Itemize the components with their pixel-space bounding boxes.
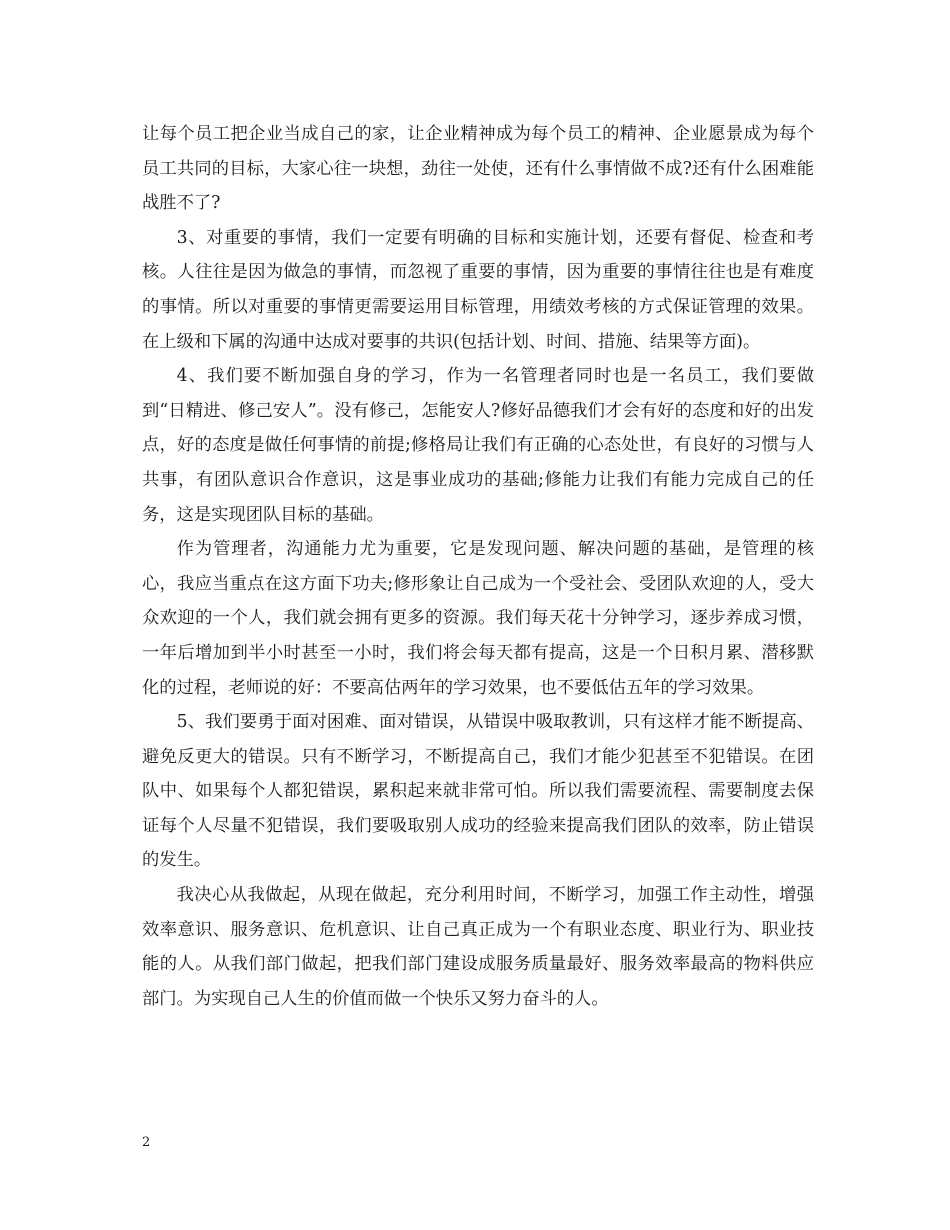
paragraph-resolution: 我决心从我做起，从现在做起，充分利用时间，不断学习，加强工作主动性，增强效率意识、服务意识、危机意识、让自己真正成为一个有职业态度、职业行为、职业技能的人。从我们部门做起，把我们部门建设成服务质量最好、服务效率最高的物料供应部门。为实现自己人生的价值而做一个快乐又努力奋斗的人。 xyxy=(142,885,814,1009)
page-number: 2 xyxy=(142,1135,151,1150)
paragraph-point-3: 3、对重要的事情，我们一定要有明确的目标和实施计划，还要有督促、检查和考核。人往往是因为做急的事情，而忽视了重要的事情，因为重要的事情往往也是有难度的事情。所以对重要的事情更需要运用目标管理，用绩效考核的方式保证管理的效果。在上级和下属的沟通中达成对要事的共识(包括计划、时间、措施、结果等方面)。 xyxy=(142,227,814,352)
document-body xyxy=(142,117,814,1016)
paragraph-point-5: 5、我们要勇于面对困难、面对错误，从错误中吸取教训，只有这样才能不断提高、避免反更大的错误。只有不断学习，不断提高自己，我们才能少犯甚至不犯错误。在团队中、如果每个人都犯错误，累积起来就非常可怕。所以我们需要流程、需要制度去保证每个人尽量不犯错误，我们要吸取别人成功的经验来提高我们团队的效率，防止错误的发生。 xyxy=(142,712,814,871)
paragraph-point-4: 4、我们要不断加强自身的学习，作为一名管理者同时也是一名员工，我们要做到“日精进、修己安人”。没有修己，怎能安人?修好品德我们才会有好的态度和好的出发点，好的态度是做任何事情的前提;修格局让我们有正确的心态处世，有良好的习惯与人共事，有团队意识合作意识，这是事业成功的基础;修能力让我们有能力完成自己的任务，这是实现团队目标的基础。 xyxy=(142,366,814,525)
paragraph-communication: 作为管理者，沟通能力尤为重要，它是发现问题、解决问题的基础，是管理的核心，我应当重点在这方面下功夫;修形象让自己成为一个受社会、受团队欢迎的人，受大众欢迎的一个人，我们就会拥有更多的资源。我们每天花十分钟学习，逐步养成习惯，一年后增加到半小时甚至一小时，我们将会每天都有提高，这是一个日积月累、潜移默化的过程，老师说的好：不要高估两年的学习效果，也不要低估五年的学习效果。 xyxy=(142,539,814,698)
paragraph-continuation: 让每个员工把企业当成自己的家，让企业精神成为每个员工的精神、企业愿景成为每个员工共同的目标，大家心往一块想，劲往一处使，还有什么事情做不成?还有什么困难能战胜不了? xyxy=(142,124,814,214)
